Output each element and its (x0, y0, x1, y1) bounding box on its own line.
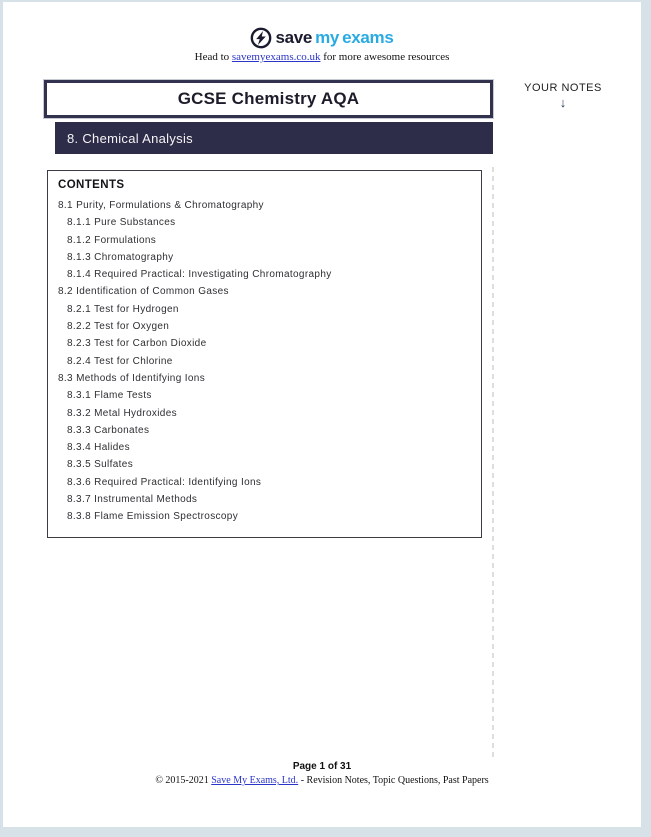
section-banner-label: 8. Chemical Analysis (67, 130, 193, 146)
lightning-bolt-icon (250, 27, 272, 49)
document-title-box (44, 80, 493, 118)
toc-item[interactable]: 8.3.8 Flame Emission Spectroscopy (67, 511, 239, 523)
toc-item[interactable]: 8.2.2 Test for Oxygen (67, 321, 170, 333)
save-my-exams-ltd-link[interactable]: Save My Exams, Ltd. (211, 775, 299, 786)
your-notes-label: YOUR NOTES (524, 82, 602, 94)
down-arrow-icon: ↓ (559, 95, 567, 110)
toc-item[interactable]: 8.3 Methods of Identifying Ions (58, 372, 206, 384)
header-tagline (3, 51, 641, 63)
logo-text-my: my (315, 28, 340, 47)
copyright-prefix: © 2015-2021 (155, 775, 209, 786)
toc-item[interactable]: 8.1.3 Chromatography (67, 251, 174, 263)
document-page (3, 2, 641, 827)
toc-item[interactable]: 8.3.6 Required Practical: Identifying Ions (67, 476, 262, 488)
section-banner (55, 122, 493, 154)
toc-item[interactable]: 8.2.4 Test for Chlorine (67, 355, 173, 367)
your-notes-column (508, 82, 618, 110)
logo-text-save: save (275, 28, 313, 47)
logo-text-exams: exams (342, 28, 394, 47)
contents-box (47, 170, 482, 538)
toc-item[interactable]: 8.1.4 Required Practical: Investigating Chromatography (67, 269, 332, 281)
copyright-line (3, 775, 641, 786)
contents-heading: CONTENTS (58, 179, 125, 191)
copyright-suffix: - Revision Notes, Topic Questions, Past Papers (300, 775, 489, 786)
page-title: GCSE Chemistry AQA (177, 89, 360, 108)
tagline-suffix: for more awesome resources (323, 51, 450, 63)
toc-item[interactable]: 8.3.4 Halides (67, 442, 130, 454)
toc-item[interactable]: 8.3.5 Sulfates (67, 459, 134, 471)
toc-item[interactable]: 8.3.3 Carbonates (67, 424, 150, 436)
toc-item[interactable]: 8.3.2 Metal Hydroxides (67, 407, 177, 419)
toc-item[interactable]: 8.1 Purity, Formulations & Chromatography (58, 200, 264, 211)
toc-item[interactable]: 8.3.1 Flame Tests (67, 390, 152, 402)
toc-item[interactable]: 8.3.7 Instrumental Methods (67, 494, 198, 506)
toc-item[interactable]: 8.2 Identification of Common Gases (58, 286, 229, 298)
toc-item[interactable]: 8.2.1 Test for Hydrogen (67, 303, 179, 315)
toc-item[interactable]: 8.1.2 Formulations (67, 234, 157, 246)
savemyexams-link[interactable]: savemyexams.co.uk (231, 51, 321, 63)
page-number: Page 1 of 31 (292, 761, 352, 772)
toc-item[interactable]: 8.1.1 Pure Substances (67, 217, 176, 229)
tagline-prefix: Head to (194, 51, 230, 63)
notes-divider (492, 167, 494, 759)
toc-item[interactable]: 8.2.3 Test for Carbon Dioxide (67, 338, 207, 350)
brand-logo (3, 27, 641, 49)
contents-list (58, 197, 471, 526)
